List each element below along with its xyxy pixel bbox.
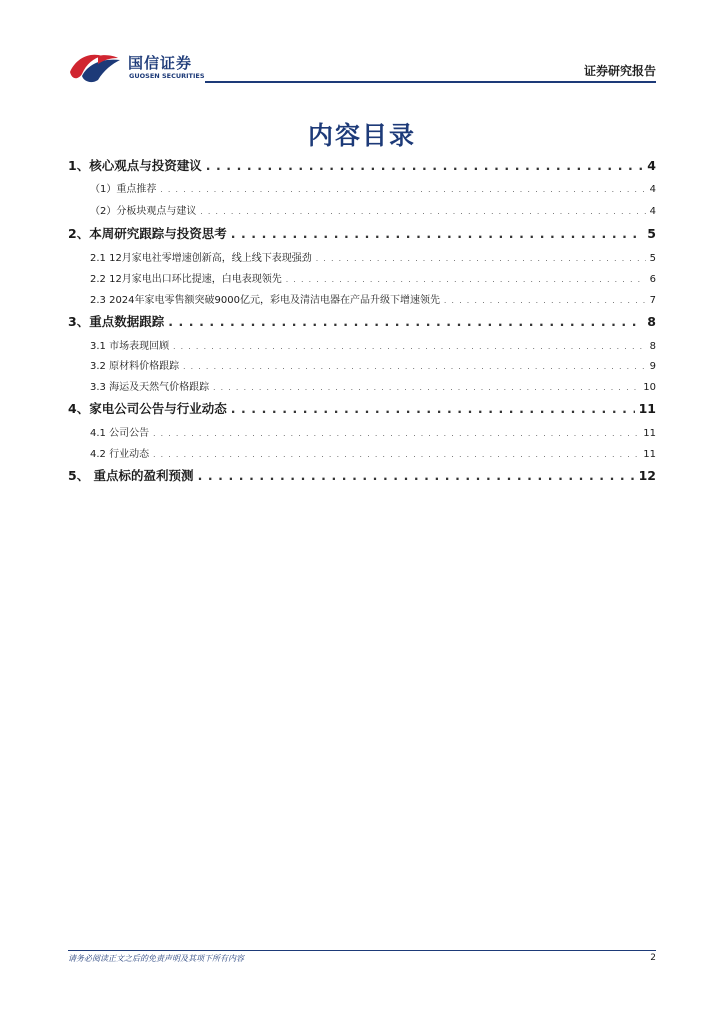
header-divider [205,81,656,83]
leader-dots [173,343,646,351]
report-type-label: 证券研究报告 [583,64,656,78]
logo-chinese-name: 国信证券 [128,54,193,72]
toc-entry-page: 10 [643,382,656,393]
toc-entry-label: 3、重点数据跟踪 [68,314,165,329]
leader-dots [153,451,639,459]
leader-dots [200,208,645,216]
toc-entry-label: 3.1 市场表现回顾 [90,341,170,352]
toc-entry-page: 4 [649,184,656,195]
toc-entry-label: 1、核心观点与投资建议 [68,158,202,173]
leader-dots [213,384,639,392]
leader-dots [206,158,644,173]
toc-entry[interactable] [68,224,656,242]
toc-entry-page: 9 [649,361,656,372]
toc-entry-label: 3.2 原材料价格跟踪 [90,361,180,372]
footer-divider [68,950,656,951]
guosen-logo [68,50,228,86]
toc-entry-page: 11 [643,449,656,460]
toc-entry-page: 4 [647,158,656,173]
leader-dots [231,401,635,416]
toc-entry-label: （1）重点推荐 [90,184,157,195]
leader-dots [231,226,644,241]
leader-dots [444,297,646,305]
toc-entry-label: 2、本周研究跟踪与投资思考 [68,226,227,241]
leader-dots [316,255,646,263]
toc-entry[interactable] [68,312,656,330]
toc-entry[interactable] [68,337,656,352]
footer-disclaimer: 请务必阅读正文之后的免责声明及其项下所有内容 [68,954,244,963]
toc-entry[interactable] [68,378,656,393]
toc-entry-label: 5、 重点标的盈利预测 [68,468,194,483]
toc-entry-page: 7 [649,295,656,306]
leader-dots [160,186,645,194]
toc-entry[interactable] [68,270,656,285]
leader-dots [183,363,646,371]
toc-entry-label: 2.3 2024年家电零售额突破9000亿元，彩电及清洁电器在产品升级下增速领先 [90,295,440,306]
toc-entry-page: 12 [638,468,656,483]
toc-entry-label: 2.1 12月家电社零增速创新高，线上线下表现强劲 [90,253,312,264]
toc-entry[interactable] [68,291,656,306]
toc-entry-page: 8 [647,314,656,329]
toc-entry-page: 8 [649,341,656,352]
toc-entry-page: 6 [649,274,656,285]
leader-dots [198,468,635,483]
toc-entry-label: （2）分板块观点与建议 [90,206,197,217]
toc-entry-page: 4 [649,206,656,217]
toc-entry[interactable] [68,156,656,174]
guosen-logo-icon [68,50,124,84]
toc-title: 内容目录 [307,121,416,150]
toc-entry[interactable] [68,445,656,460]
toc-entry[interactable] [68,180,656,195]
toc-entry[interactable] [68,399,656,417]
page-header [0,0,724,90]
toc-entry-label: 4.1 公司公告 [90,428,150,439]
toc-entry-label: 3.3 海运及天然气价格跟踪 [90,382,210,393]
toc-entry-page: 5 [647,226,656,241]
toc-entry[interactable] [68,202,656,217]
toc-entry[interactable] [68,424,656,439]
leader-dots [168,314,643,329]
toc-entry-label: 2.2 12月家电出口环比提速，白电表现领先 [90,274,282,285]
logo-english-name: GUOSEN SECURITIES [129,72,205,80]
toc-entry[interactable] [68,249,656,264]
toc-entry-page: 11 [643,428,656,439]
page-number: 2 [650,953,656,963]
toc-entry-label: 4.2 行业动态 [90,449,150,460]
toc-entry-page: 11 [638,401,656,416]
toc-entry[interactable] [68,357,656,372]
leader-dots [153,430,639,438]
toc-entry-label: 4、家电公司公告与行业动态 [68,401,227,416]
leader-dots [286,276,646,284]
toc-entry-page: 5 [649,253,656,264]
toc-entry[interactable] [68,466,656,484]
